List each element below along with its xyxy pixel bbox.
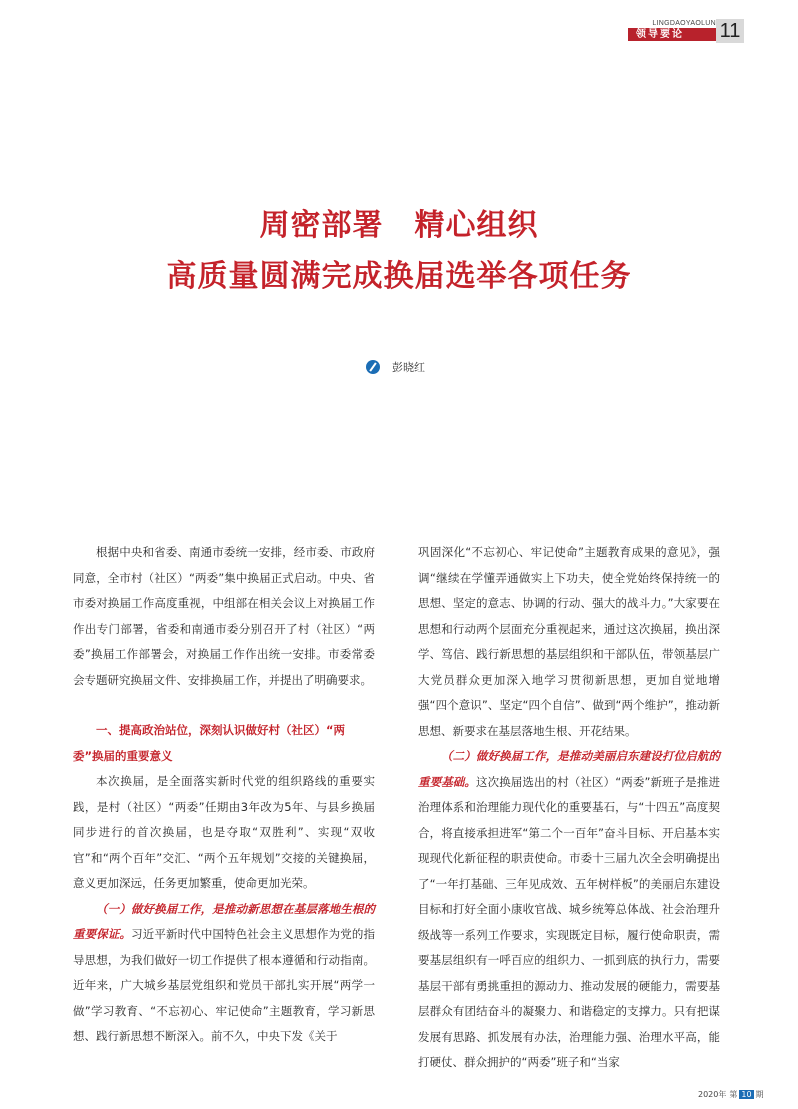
paragraph: 巩固深化“不忘初心、牢记使命”主题教育成果的意见》，强调“继续在学懂弄通做实上下功夫，使全党始终保持统一的思想、坚定的意志、协调的行动、强大的战斗力。”大家要在思想和行动两个层面充分重视起来，通过这次换届，换出深学、笃信、践行新思想的基层组织和干部队伍，带领基层广大党员群众更加深入地学习贯彻新思想，更加自觉地增强“四个意识”、坚定“四个自信”、做到“两个维护”，推动新思想、新要求在基层落地生根、开花结果。 <box>418 545 720 738</box>
footer-di: 第 <box>729 1090 738 1099</box>
author-line <box>366 359 425 375</box>
right-column <box>418 540 720 1076</box>
paragraph <box>418 744 720 1076</box>
header-brand <box>628 20 718 41</box>
article-title-line2: 高质量圆满完成换届选举各项任务 <box>166 259 632 294</box>
article-title-line1: 周密部署 精心组织 <box>259 208 539 243</box>
paragraph-text: 这次换届选出的村（社区）“两委”新班子是推进治理体系和治理能力现代化的重要基石，与“十四五”高度契合，将直接承担进军“第二个一百年”奋斗目标、开启基本实现现代化新征程的职责使命。市委十三届九次全会明确提出了“一年打基础、三年见成效、五年树样板”的美丽启东建设目标和打好全面小康收官战、城乡统筹总体战、社会治理升级战等一系列工作要求，实现既定目标，履行使命职责，需要基层组织有一呼百应的组织力、一抓到底的执行力，需要基层干部有勇挑重担的源动力、推动发展的硬能力，需要基层群众有团结奋斗的凝聚力、和谐稳定的支撑力。只有把谋发展有思路、抓发展有办法，治理能力强、治理水平高，能打硬仗、群众拥护的“两委”班子和“当家 <box>418 774 720 1069</box>
paragraph: 根据中央和省委、南通市委统一安排，经市委、市政府同意，全市村（社区）“两委”集中换届正式启动。中央、省市委对换届工作高度重视，中组部在相关会议上对换届工作作出专门部署，省委和南通市委分别召开了村（社区）“两委”换届工作部署会，对换届工作作出统一安排。市委常委会专题研究换届文件、安排换届工作，并提出了明确要求。 <box>73 545 375 687</box>
paragraph <box>73 897 375 1050</box>
paragraph: 本次换届，是全面落实新时代党的组织路线的重要实践，是村（社区）“两委”任期由3年改为5年、与县乡换届同步进行的首次换届，也是夺取“双胜利”、实现“双收官”和“两个百年”交汇、“两个五年规划”交接的关键换届，意义更加深远，任务更加繁重，使命更加光荣。 <box>73 774 375 890</box>
paragraph-text: 习近平新时代中国特色社会主义思想作为党的指导思想，为我们做好一切工作提供了根本遵循和行动指南。近年来，广大城乡基层党组织和党员干部扎实开展“两学一做”学习教育、“不忘初心、牢记使命”主题教育，学习新思想、践行新思想不断深入。前不久，中央下发《关于 <box>73 927 376 1043</box>
pen-icon <box>366 360 380 374</box>
footer-year: 2020年 <box>698 1090 727 1099</box>
footer-qi: 期 <box>755 1090 764 1099</box>
footer-issue: 10 <box>741 1090 752 1099</box>
footer <box>698 1089 764 1100</box>
header-brand-cn: 领导要论 <box>628 28 718 41</box>
subheading: （二）做好换届工作，是推动美丽启东建设打位启航的重要基础。 <box>418 749 720 789</box>
header-brand-en: LINGDAOYAOLUN <box>652 20 716 27</box>
subheading: （一）做好换届工作，是推动新思想在基层落地生根的重要保证。 <box>73 901 375 941</box>
left-column <box>73 540 375 1050</box>
author-name: 彭晓红 <box>392 361 425 374</box>
page-number: 11 <box>716 19 744 43</box>
section-heading: 一、提高政治站位，深刻认识做好村（社区）“两委”换届的重要意义 <box>73 723 346 763</box>
